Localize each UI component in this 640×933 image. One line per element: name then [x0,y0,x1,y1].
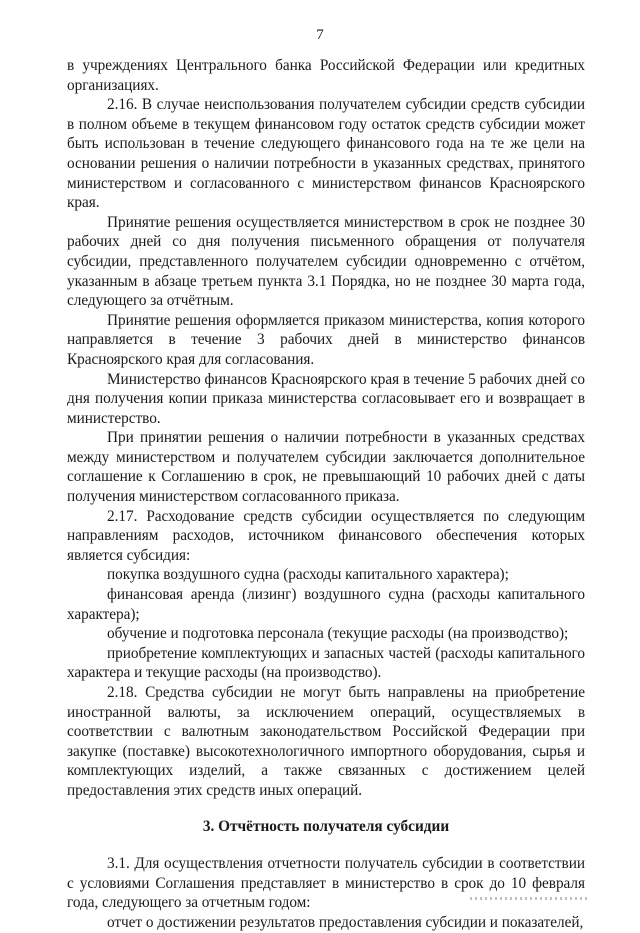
list-item-staff-training: обучение и подготовка персонала (текущие расходы (на производство); [107,625,569,643]
paragraph-continuation: в учреждениях Центрального банка Российской Федерации или кредитных организациях. [67,57,585,94]
paragraph-3-1: 3.1. Для осуществления отчетности получатель субсидии в соответствии с условиями Соглашения представляет в министерство в срок до 10 февраля года, следующего за отчетным годом: [67,855,585,912]
document-body [67,56,585,933]
paragraph-decision-order: Принятие решения оформляется приказом министерства, копия которого направляется в течение 3 рабочих дней в министерство финансов Красноярского края для согласования. [67,311,585,368]
list-item-spare-parts: приобретение комплектующих и запасных частей (расходы капитального характера и текущие расходы (на производство). [67,644,585,682]
scan-artifact [470,897,588,900]
paragraph-2-17: 2.17. Расходование средств субсидии осуществляется по следующим направлениям расходов, источником финансового обеспечения которых является субсидия: [67,507,585,564]
list-item-results-report: отчет о достижении результатов предоставления субсидии и показателей, [107,913,584,931]
section-title: 3. Отчётность получателя субсидии [202,817,450,835]
list-item-aircraft-purchase: покупка воздушного судна (расходы капитального характера); [107,566,509,584]
paragraph-2-16: 2.16. В случае неиспользования получателем субсидии средств субсидии в полном объеме в текущем финансовом году остаток средств субсидии может быть использован в течение следующего финансового года на те же цели на основании решения о наличии потребности в указанных средствах, принятого министерством и согласованного с министерством финансов Красноярского края. [67,96,585,212]
paragraph-finance-ministry-approval: Министерство финансов Красноярского края в течение 5 рабочих дней со дня получения копии приказа министерства согласовывает его и возвращает в министерство. [67,370,585,427]
list-item-aircraft-leasing: финансовая аренда (лизинг) воздушного судна (расходы капитального характера); [67,586,585,623]
paragraph-additional-agreement: При принятии решения о наличии потребности в указанных средствах между министерством и получателем субсидии заключается дополнительное соглашение к Соглашению в срок, не превышающий 10 рабочих дней с даты получения министерством согласованного приказа. [67,429,585,506]
paragraph-2-18: 2.18. Средства субсидии не могут быть направлены на приобретение иностранной валюты, за исключением операций, осуществляемых в соответствии с валютным законодательством Российской Федерации при закупке (поставке) высокотехнологичного импортного оборудования, сырья и комплектующих изделий, а также связанных с достижением целей предоставления этих средств иных операций. [67,684,585,799]
paragraph-decision-deadline: Принятие решения осуществляется министерством в срок не позднее 30 рабочих дней со дня получения письменного обращения от получателя субсидии, представленного получателем субсидии одновременно с отчётом, указанным в абзаце третьем пункта 3.1 Порядка, но не позднее 30 марта года, следующего за отчётным. [67,213,585,310]
page-number: 7 [316,27,324,43]
